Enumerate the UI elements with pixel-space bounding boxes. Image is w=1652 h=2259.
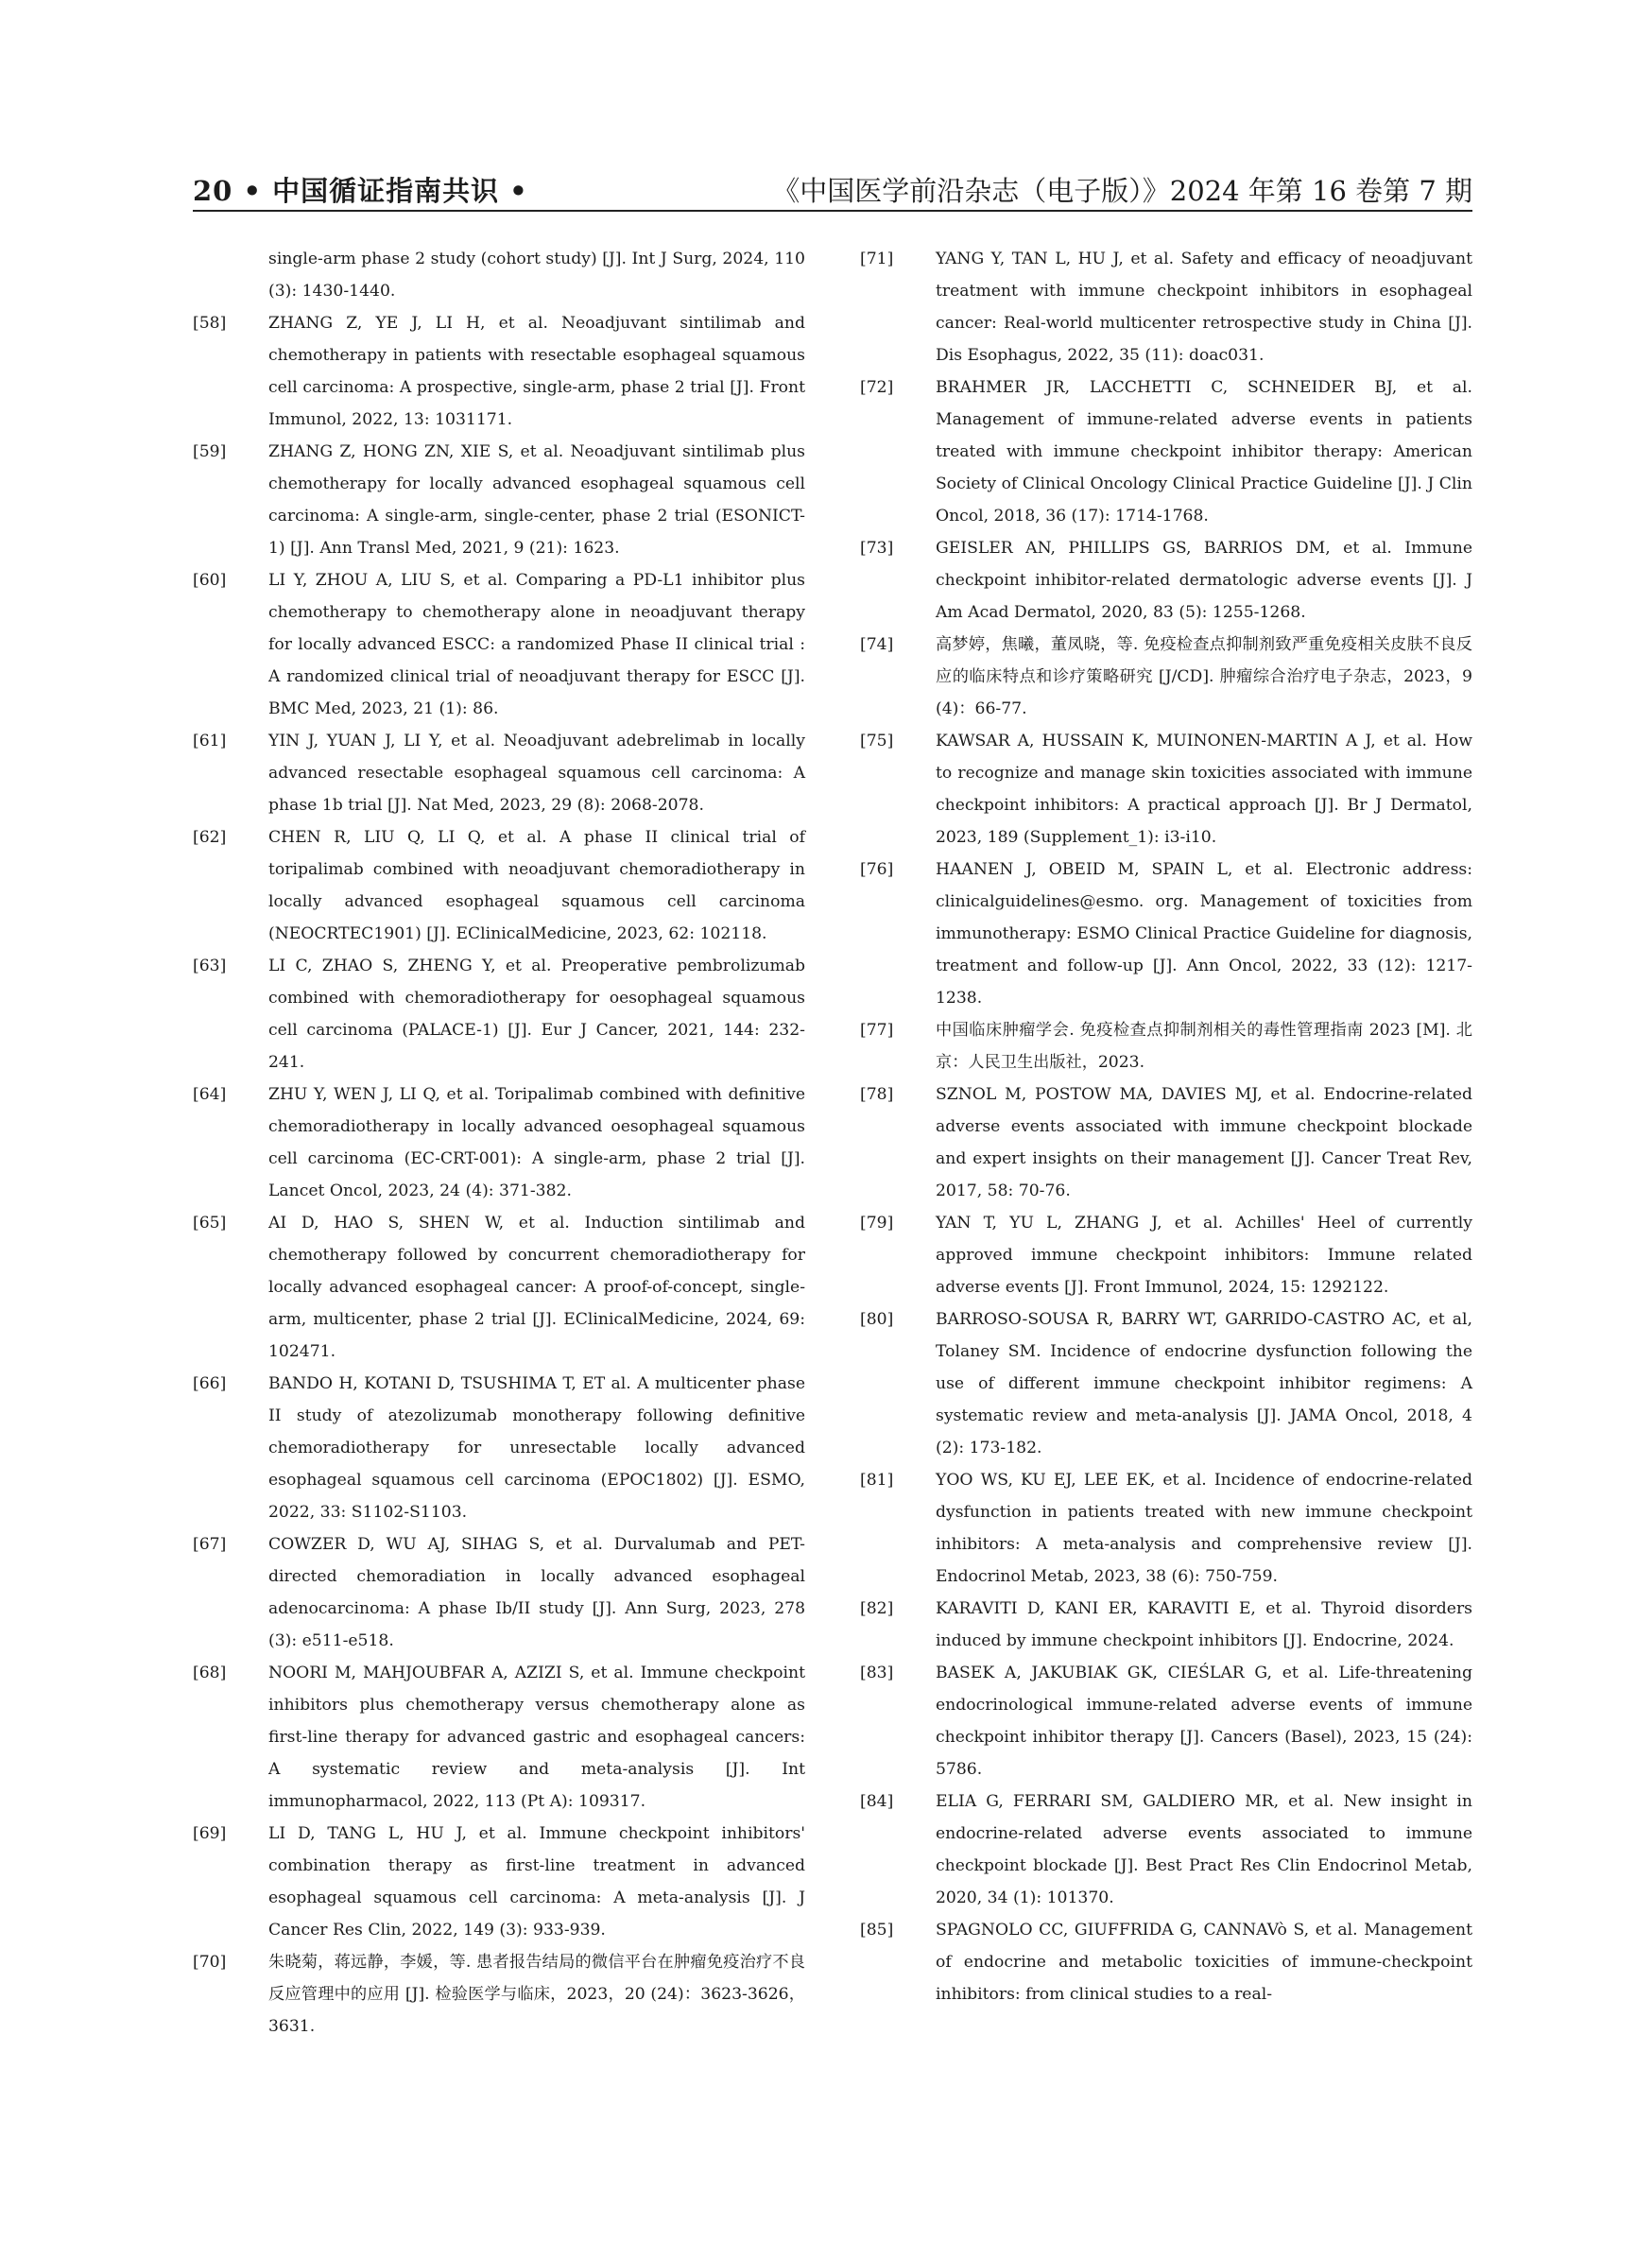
reference-number: [60] (193, 571, 227, 590)
reference-text: 高梦婷，焦曦，董凤晓，等. 免疫检查点抑制剂致严重免疫相关皮肤不良反应的临床特点和诊疗策略研究 [J/CD]. 肿瘤综合治疗电子杂志，2023，9 (4)：66-77. (936, 635, 1472, 718)
reference-text: YAN T, YU L, ZHANG J, et al. Achilles' Heel of currently approved immune checkpoint inhibitors: Immune related adverse events [J]. Front Immunol, 2024, 15: 1292122. (936, 1214, 1472, 1297)
reference-text: AI D, HAO S, SHEN W, et al. Induction sintilimab and chemotherapy followed by concurrent chemoradiotherapy for locally advanced esophageal cancer: A proof-of-concept, single-arm, multicenter, phase 2 trial [J]. EClinicalMedicine, 2024, 69: 102471. (268, 1214, 805, 1361)
reference-text: ZHU Y, WEN J, LI Q, et al. Toripalimab combined with definitive chemoradiotherapy in locally advanced oesophageal squamous cell carcinoma (EC-CRT-001): A single-arm, phase 2 trial [J]. Lancet Oncol, 2023, 24 (4): 371-382. (268, 1085, 805, 1200)
reference-text: YOO WS, KU EJ, LEE EK, et al. Incidence of endocrine-related dysfunction in patients treated with new immune checkpoint inhibitors: A meta-analysis and comprehensive review [J]. Endocrinol Metab, 2023, 38 (6): 750-759. (936, 1471, 1472, 1586)
reference-item (860, 1914, 1472, 2010)
reference-text: NOORI M, MAHJOUBFAR A, AZIZI S, et al. Immune checkpoint inhibitors plus chemotherapy versus chemotherapy alone as first-line therapy for advanced gastric and esophageal cancers: A systematic review and meta-analysis [J]. Int immunopharmacol, 2022, 113 (Pt A): 109317. (268, 1664, 805, 1811)
header-rule (193, 210, 1472, 212)
reference-number: [68] (193, 1664, 227, 1682)
reference-text: YANG Y, TAN L, HU J, et al. Safety and efficacy of neoadjuvant treatment with immune checkpoint inhibitors in esophageal cancer: Real-world multicenter retrospective study in China [J]. Dis Esophagus, 2022, 35 (11): doac031. (936, 250, 1472, 365)
reference-text: SPAGNOLO CC, GIUFFRIDA G, CANNAVò S, et al. Management of endocrine and metabolic toxicities of immune-checkpoint inhibitors: from clinical studies to a real- (936, 1921, 1472, 2004)
reference-item (860, 1078, 1472, 1207)
reference-text: single-arm phase 2 study (cohort study) [J]. Int J Surg, 2024, 110 (3): 1430-1440. (268, 250, 805, 301)
reference-column-left (193, 243, 805, 2043)
reference-item (860, 854, 1472, 1014)
reference-item (860, 1593, 1472, 1657)
reference-column-right (860, 243, 1472, 2010)
reference-item (860, 1464, 1472, 1593)
reference-item (193, 1818, 805, 1946)
reference-number: [84] (860, 1792, 894, 1811)
reference-number: [71] (860, 250, 894, 268)
reference-text: GEISLER AN, PHILLIPS GS, BARRIOS DM, et al. Immune checkpoint inhibitor-related dermatologic adverse events [J]. J Am Acad Dermatol, 2020, 83 (5): 1255-1268. (936, 539, 1472, 622)
reference-item (860, 371, 1472, 532)
reference-item (193, 307, 805, 436)
reference-number: [67] (193, 1535, 227, 1554)
reference-item (193, 1528, 805, 1657)
reference-item (193, 564, 805, 725)
page-header-right: 《中国医学前沿杂志（电子版）》2024 年第 16 卷第 7 期 (772, 175, 1472, 207)
reference-text: ZHANG Z, HONG ZN, XIE S, et al. Neoadjuvant sintilimab plus chemotherapy for locally advanced esophageal squamous cell carcinoma: A single-arm, single-center, phase 2 trial (ESONICT-1) [J]. Ann Transl Med, 2021, 9 (21): 1623. (268, 442, 805, 558)
reference-text: SZNOL M, POSTOW MA, DAVIES MJ, et al. Endocrine-related adverse events associated with immune checkpoint blockade and expert insights on their management [J]. Cancer Treat Rev, 2017, 58: 70-76. (936, 1085, 1472, 1200)
reference-text: ELIA G, FERRARI SM, GALDIERO MR, et al. New insight in endocrine-related adverse events associated to immune checkpoint blockade [J]. Best Pract Res Clin Endocrinol Metab, 2020, 34 (1): 101370. (936, 1792, 1472, 1907)
reference-text: BRAHMER JR, LACCHETTI C, SCHNEIDER BJ, et al. Management of immune-related adverse events in patients treated with immune checkpoint inhibitor therapy: American Society of Clinical Oncology Clinical Practice Guideline [J]. J Clin Oncol, 2018, 36 (17): 1714-1768. (936, 378, 1472, 526)
reference-number: [58] (193, 314, 227, 333)
reference-number: [69] (193, 1824, 227, 1843)
reference-number: [66] (193, 1374, 227, 1393)
reference-number: [61] (193, 732, 227, 750)
reference-number: [79] (860, 1214, 894, 1233)
reference-item (193, 1657, 805, 1818)
reference-item (860, 629, 1472, 725)
reference-item (860, 1207, 1472, 1303)
reference-item (193, 1078, 805, 1207)
page-header-left: 20 • 中国循证指南共识 • (193, 175, 528, 207)
reference-text: KARAVITI D, KANI ER, KARAVITI E, et al. Thyroid disorders induced by immune checkpoint inhibitors [J]. Endocrine, 2024. (936, 1599, 1472, 1650)
reference-number: [59] (193, 442, 227, 461)
reference-item (193, 436, 805, 564)
reference-item (860, 725, 1472, 854)
reference-text: KAWSAR A, HUSSAIN K, MUINONEN-MARTIN A J, et al. How to recognize and manage skin toxicities associated with immune checkpoint inhibitors: A practical approach [J]. Br J Dermatol, 2023, 189 (Supplement_1): i3-i10. (936, 732, 1472, 847)
reference-number: [81] (860, 1471, 894, 1490)
reference-item (860, 532, 1472, 629)
reference-text: BANDO H, KOTANI D, TSUSHIMA T, ET al. A multicenter phase II study of atezolizumab monotherapy following definitive chemoradiotherapy for unresectable locally advanced esophageal squamous cell carcinoma (EPOC1802) [J]. ESMO, 2022, 33: S1102-S1103. (268, 1374, 805, 1522)
reference-text: YIN J, YUAN J, LI Y, et al. Neoadjuvant adebrelimab in locally advanced resectable esophageal squamous cell carcinoma: A phase 1b trial [J]. Nat Med, 2023, 29 (8): 2068-2078. (268, 732, 805, 815)
reference-number: [65] (193, 1214, 227, 1233)
reference-item (193, 1946, 805, 2043)
reference-number: [72] (860, 378, 894, 397)
reference-number: [70] (193, 1953, 227, 1972)
reference-text: LI Y, ZHOU A, LIU S, et al. Comparing a PD-L1 inhibitor plus chemotherapy to chemotherapy alone in neoadjuvant therapy for locally advanced ESCC: a randomized Phase II clinical trial : A randomized clinical trial of neoadjuvant therapy for ESCC [J]. BMC Med, 2023, 21 (1): 86. (268, 571, 805, 718)
reference-item (193, 950, 805, 1078)
reference-number: [62] (193, 828, 227, 847)
reference-number: [77] (860, 1021, 894, 1040)
reference-number: [85] (860, 1921, 894, 1940)
reference-item (860, 1014, 1472, 1078)
reference-text: HAANEN J, OBEID M, SPAIN L, et al. Electronic address: clinicalguidelines@esmo. org. Management of toxicities from immunotherapy: ESMO Clinical Practice Guideline for diagnosis, treatment and follow-up [J]. Ann Oncol, 2022, 33 (12): 1217-1238. (936, 860, 1472, 1008)
reference-text: BASEK A, JAKUBIAK GK, CIEŚLAR G, et al. Life-threatening endocrinological immune-related adverse events of immune checkpoint inhibitor therapy [J]. Cancers (Basel), 2023, 15 (24): 5786. (936, 1664, 1472, 1779)
reference-text: LI D, TANG L, HU J, et al. Immune checkpoint inhibitors' combination therapy as first-line treatment in advanced esophageal squamous cell carcinoma: A meta-analysis [J]. J Cancer Res Clin, 2022, 149 (3): 933-939. (268, 1824, 805, 1940)
reference-number: [80] (860, 1310, 894, 1329)
reference-number: [63] (193, 957, 227, 975)
reference-text: BARROSO-SOUSA R, BARRY WT, GARRIDO-CASTRO AC, et al, Tolaney SM. Incidence of endocrine dysfunction following the use of different immune checkpoint inhibitor regimens: A systematic review and meta-analysis [J]. JAMA Oncol, 2018, 4 (2): 173-182. (936, 1310, 1472, 1457)
reference-text: CHEN R, LIU Q, LI Q, et al. A phase II clinical trial of toripalimab combined with neoadjuvant chemoradiotherapy in locally advanced esophageal squamous cell carcinoma (NEOCRTEC1901) [J]. EClinicalMedicine, 2023, 62: 102118. (268, 828, 805, 943)
reference-item (860, 243, 1472, 371)
reference-item (193, 243, 805, 307)
reference-item (860, 1785, 1472, 1914)
reference-number: [82] (860, 1599, 894, 1618)
reference-number: [74] (860, 635, 894, 654)
reference-number: [76] (860, 860, 894, 879)
reference-item (193, 1368, 805, 1528)
reference-number: [73] (860, 539, 894, 558)
reference-text: COWZER D, WU AJ, SIHAG S, et al. Durvalumab and PET-directed chemoradiation in locally advanced esophageal adenocarcinoma: A phase Ib/II study [J]. Ann Surg, 2023, 278 (3): e511-e518. (268, 1535, 805, 1650)
reference-text: 中国临床肿瘤学会. 免疫检查点抑制剂相关的毒性管理指南 2023 [M]. 北京：人民卫生出版社，2023. (936, 1021, 1472, 1072)
reference-text: 朱晓菊，蒋远静，李媛，等. 患者报告结局的微信平台在肿瘤免疫治疗不良反应管理中的应用 [J]. 检验医学与临床，2023，20 (24)：3623-3626，3631. (268, 1953, 805, 2036)
reference-item (860, 1657, 1472, 1785)
reference-number: [64] (193, 1085, 227, 1104)
reference-number: [83] (860, 1664, 894, 1682)
reference-item (193, 725, 805, 821)
reference-item (860, 1303, 1472, 1464)
reference-item (193, 821, 805, 950)
reference-item (193, 1207, 805, 1368)
reference-number: [75] (860, 732, 894, 750)
reference-text: ZHANG Z, YE J, LI H, et al. Neoadjuvant sintilimab and chemotherapy in patients with resectable esophageal squamous cell carcinoma: A prospective, single-arm, phase 2 trial [J]. Front Immunol, 2022, 13: 1031171. (268, 314, 805, 429)
reference-number: [78] (860, 1085, 894, 1104)
reference-text: LI C, ZHAO S, ZHENG Y, et al. Preoperative pembrolizumab combined with chemoradiotherapy for oesophageal squamous cell carcinoma (PALACE-1) [J]. Eur J Cancer, 2021, 144: 232-241. (268, 957, 805, 1072)
